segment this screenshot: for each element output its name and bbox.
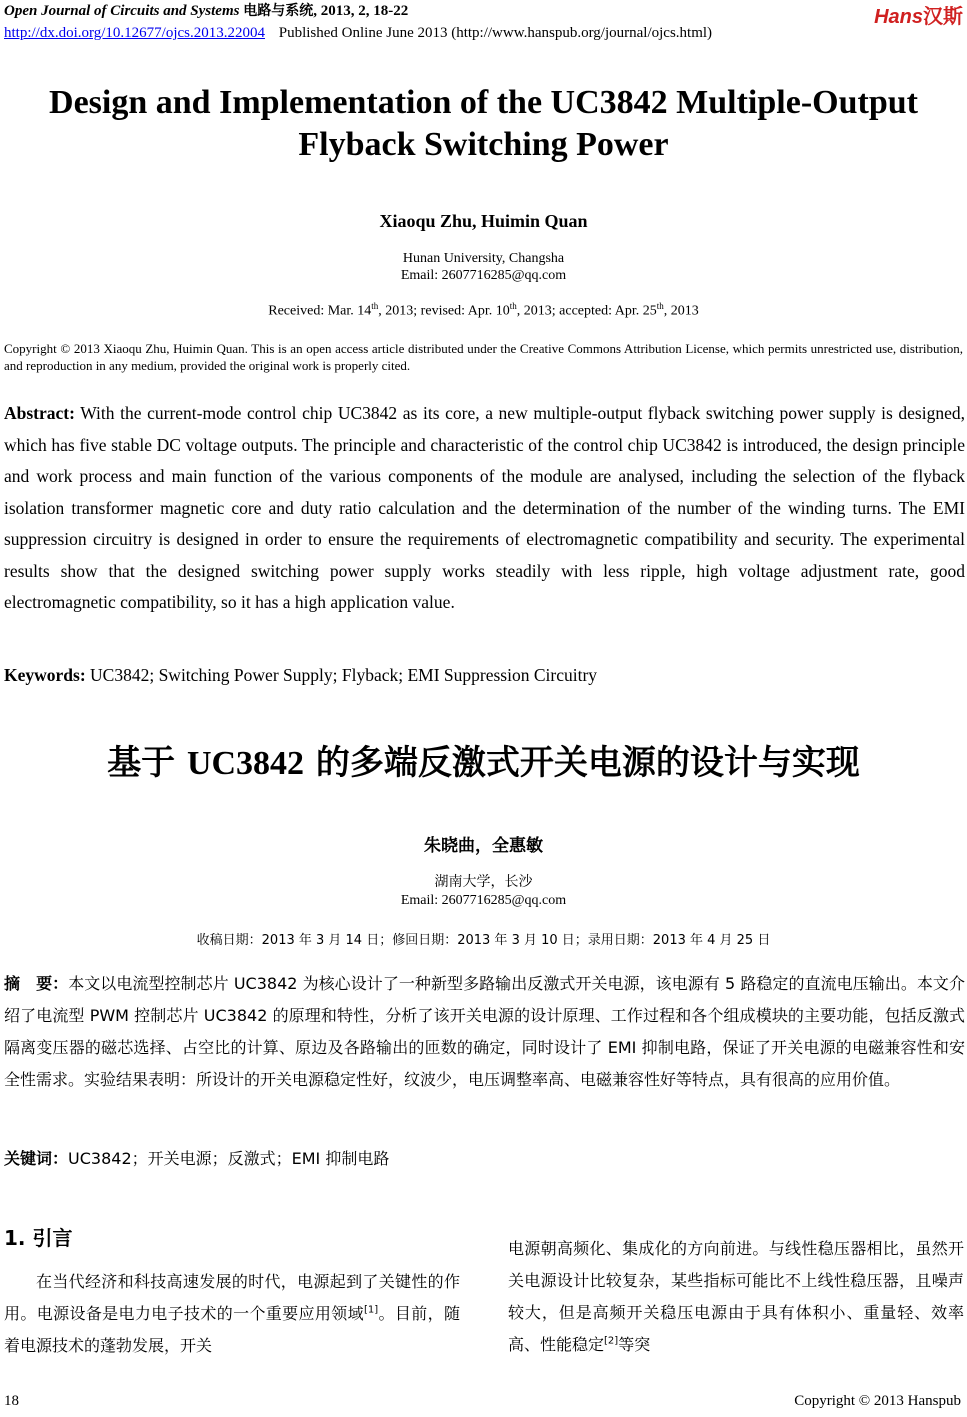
logo-text: Hans — [874, 6, 923, 28]
paper-title-en — [0, 82, 967, 166]
email-en: Email: 2607716285@qq.com — [400, 268, 567, 283]
received-sup: th — [371, 301, 379, 311]
revised-text: , 2013; revised: Apr. 10 — [378, 303, 510, 319]
abstract-cn-text: 本文以电流型控制芯片 UC3842 为核心设计了一种新型多路输出反激式开关电源，该电源有 5 路稳定的直流电压输出。本文介绍了电流型 PWM 控制芯片 UC3842 的原理和特性，分析了该开关电源的设计原理、工作过程和各个组成模块的主要功能，包括反激式隔离变压器的磁芯选择、占空比的计算、原边及各路输出的匝数的确定，同时设计了 EMI 抑制电路，保证了开关电源的电磁兼容性和安全性需求。实验结果表明：所设计的开关电源稳定性好，纹波少，电压调整率高、电磁兼容性好等特点，具有很高的应用价值。 — [4, 974, 965, 1089]
footer-copyright: Copyright © 2013 Hanspub — [794, 1393, 961, 1409]
received-dates — [0, 301, 967, 320]
keywords-cn-text: UC3842；开关电源；反激式；EMI 抑制电路 — [68, 1149, 390, 1168]
keywords-cn-label: 关键词： — [4, 1149, 69, 1168]
right-text: 电源朝高频化、集成化的方向前进。与线性稳压器相比，虽然开关电源设计比较复杂，某些指标可能比不上线性稳压器，且噪声较大，但是高频开关稳压电源由于具有体积小、重量轻、效率高、性能稳定 — [508, 1239, 964, 1354]
received-text: Received: Mar. 14 — [268, 303, 372, 319]
doi-link[interactable]: http://dx.doi.org/10.12677/ojcs.2013.22004 — [4, 25, 265, 41]
accepted-sup: th — [656, 301, 664, 311]
keywords-en — [4, 665, 963, 686]
revised-sup: th — [509, 301, 517, 311]
journal-name-cn: 电路与系统 — [243, 3, 314, 19]
email-cn: Email: 2607716285@qq.com — [400, 893, 567, 908]
abstract-cn — [4, 968, 965, 1096]
title-cn-part-2: 的多端反激式开关电源的设计与实现 — [304, 743, 860, 783]
abstract-text: With the current-mode control chip UC3842 as its core, a new multiple-output flyback switching power supply is designed, which has five stable DC voltage outputs. The principle and characteristic of the control chip UC3842 is introduced, the design principle and work process and main function of the various components of the module are analysed, including the selection of the flyback isolation transformer magnetic core and duty ratio calculation and the determination of the number of the winding turns. The EMI suppression circuitry is designed in order to ensure the requirements of electromagnetic compatibility and security. The experimental results show that the designed switching power supply works steadily with less ripple, high voltage adjustment rate, good electromagnetic compatibility, so it has a high application value. — [4, 403, 965, 612]
left-text-tail: 。目前，随着电源技术的蓬勃发展，开关 — [4, 1304, 460, 1355]
body-column-left — [4, 1266, 460, 1362]
keywords-label: Keywords: — [4, 665, 86, 685]
title-cn-chip: UC3842 — [186, 745, 305, 782]
authors-cn: 朱晓曲，全惠敏 — [424, 836, 543, 856]
right-text-tail: 等突 — [618, 1335, 651, 1354]
page-number: 18 — [4, 1393, 19, 1409]
section-heading: 1. 引言 — [4, 1226, 73, 1250]
journal-name: Open Journal of Circuits and Systems — [4, 3, 240, 19]
affiliation-cn: 湖南大学，长沙 — [434, 874, 533, 890]
accepted-year: , 2013 — [663, 303, 699, 319]
published-online: Published Online June 2013 (http://www.hanspub.org/journal/ojcs.html) — [278, 25, 713, 41]
citation-2[interactable]: [2] — [604, 1335, 619, 1347]
journal-volume: , 2013, 2, 18-22 — [313, 3, 409, 19]
received-dates-cn: 收稿日期：2013 年 3 月 14 日；修回日期：2013 年 3 月 10 日；录用日期：2013 年 4 月 25 日 — [196, 933, 771, 948]
affiliation-en: Hunan University, Changsha — [402, 251, 565, 266]
logo-text-cn: 汉斯 — [923, 6, 963, 28]
hans-logo — [874, 0, 963, 29]
paper-title-cn — [0, 735, 967, 784]
journal-header — [4, 2, 408, 21]
keywords-text: UC3842; Switching Power Supply; Flyback; EMI Suppression Circuitry — [85, 665, 598, 685]
accepted-text: , 2013; accepted: Apr. 25 — [516, 303, 657, 319]
body-column-right — [508, 1233, 964, 1361]
left-text: 在当代经济和科技高速发展的时代，电源起到了关键性的作用。电源设备是电力电子技术的一个重要应用领域 — [4, 1272, 460, 1323]
title-cn-part-1: 基于 — [107, 743, 187, 783]
keywords-cn — [4, 1146, 963, 1169]
abstract-cn-label: 摘 要： — [4, 974, 69, 993]
abstract-en — [4, 398, 965, 619]
title-line-1: Design and Implementation of the UC3842 Multiple-Output — [49, 84, 918, 121]
title-line-2: Flyback Switching Power — [298, 126, 669, 163]
doi-line — [4, 24, 712, 43]
citation-1[interactable]: [1] — [363, 1304, 379, 1316]
abstract-label: Abstract: — [4, 403, 75, 423]
copyright-notice: Copyright © 2013 Xiaoqu Zhu, Huimin Quan. This is an open access article distributed under the Creative Commons Attribution License, which permits unrestricted use, distribution, and reproduction in any medium, provided the original work is properly cited. — [4, 341, 963, 373]
authors-en: Xiaoqu Zhu, Huimin Quan — [379, 211, 588, 231]
